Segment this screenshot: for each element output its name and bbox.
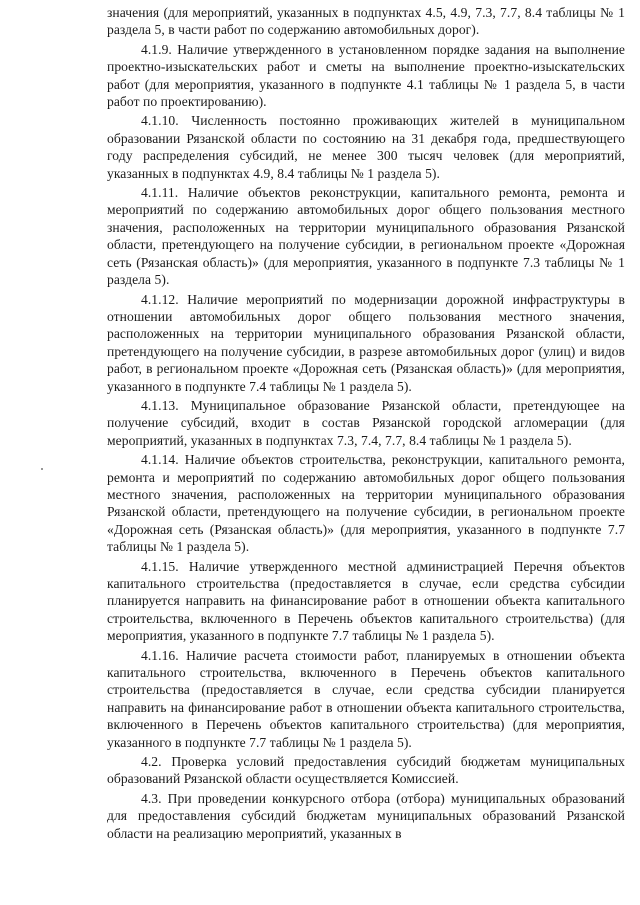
document-body	[107, 4, 625, 842]
paragraph-continuation: значения (для мероприятий, указанных в подпунктах 4.5, 4.9, 7.3, 7.7, 8.4 таблицы № 1 раздела 5, в части работ по содержанию автомобильных дорог).	[107, 5, 625, 38]
paragraph-4-1-14: 4.1.14. Наличие объектов строительства, реконструкции, капитального ремонта, ремонта и мероприятий по содержанию автомобильных дорог общего пользования местного значения, расположенных на территории муниципального образования Рязанской области, претендующего на получение субсидии, в региональном проекте «Дорожная сеть (Рязанская область)» (для мероприятия, указанного в подпункте 7.7 таблицы № 1 раздела 5).	[107, 452, 625, 555]
paragraph-4-1-13: 4.1.13. Муниципальное образование Рязанской области, претендующее на получение субсидий, входит в состав Рязанской городской агломерации (для мероприятий, указанных в подпунктах 7.3, 7.4, 7.7, 8.4 таблицы № 1 раздела 5).	[107, 397, 625, 448]
paragraph-4-2: 4.2. Проверка условий предоставления субсидий бюджетам муниципальных образований Рязанской области осуществляется Комиссией.	[107, 754, 625, 787]
paragraph-4-1-16: 4.1.16. Наличие расчета стоимости работ, планируемых в отношении объекта капитального строительства, включенного в Перечень объектов капитального строительства (предоставляется в случае, если средства субсидии планируется направить на финансирование работ в отношении объекта капитального строительства, включенного в Перечень объектов капитального строительства) (для мероприятия, указанного в подпункте 7.7 таблицы № 1 раздела 5).	[107, 647, 625, 750]
paragraph-4-1-15: 4.1.15. Наличие утвержденного местной администрацией Перечня объектов капитального строительства (предоставляется в случае, если средства субсидии планируется направить на финансирование работ в отношении объекта капитального строительства, включенного в Перечень объектов капитального строительства) (для мероприятия, указанного в подпункте 7.7 таблицы № 1 раздела 5).	[107, 558, 625, 644]
paragraph-4-1-10: 4.1.10. Численность постоянно проживающих жителей в муниципальном образовании Рязанской области по состоянию на 31 декабря года, предшествующего году распределения субсидий, не менее 300 тысяч человек (для мероприятий, указанных в подпунктах 4.9, 8.4 таблицы № 1 раздела 5).	[107, 113, 625, 181]
scan-speck	[41, 468, 43, 470]
paragraph-4-1-12: 4.1.12. Наличие мероприятий по модернизации дорожной инфраструктуры в отношении автомобильных дорог общего пользования местного значения, расположенных на территории муниципального образования Рязанской области, претендующего на получение субсидии, в разрезе автомобильных дорог (улиц) и видов работ, в региональном проекте «Дорожная сеть (Рязанская область)» (для мероприятия, указанного в подпункте 7.4 таблицы № 1 раздела 5).	[107, 291, 625, 394]
paragraph-4-3: 4.3. При проведении конкурсного отбора (отбора) муниципальных образований для предоставления субсидий бюджетам муниципальных образований Рязанской области на реализацию мероприятий, указанных в	[107, 790, 625, 841]
paragraph-4-1-9: 4.1.9. Наличие утвержденного в установленном порядке задания на выполнение проектно-изыскательских работ и сметы на выполнение проектно-изыскательских работ (для мероприятия, указанного в подпункте 4.1 таблицы № 1 раздела 5, в части работ по проектированию).	[107, 41, 625, 110]
paragraph-4-1-11: 4.1.11. Наличие объектов реконструкции, капитального ремонта, ремонта и мероприятий по содержанию автомобильных дорог общего пользования местного значения, расположенных на территории муниципального образования Рязанской области, претендующего на получение субсидии, в региональном проекте «Дорожная сеть (Рязанская область)» (для мероприятия, указанного в подпункте 7.3 таблицы № 1 раздела 5).	[107, 185, 625, 288]
